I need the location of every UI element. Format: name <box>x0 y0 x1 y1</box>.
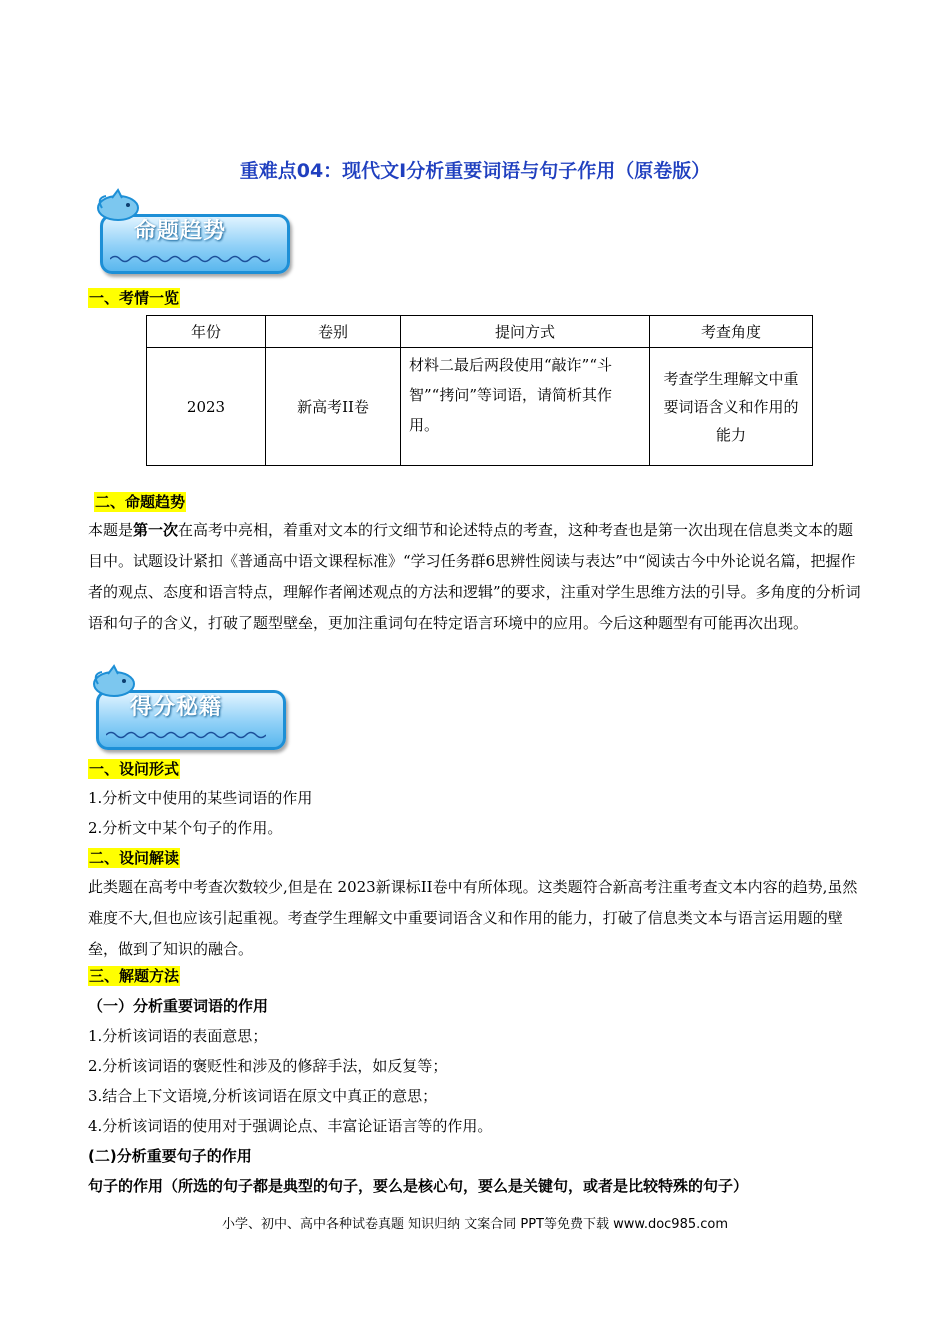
secret-banner-label: 得分秘籍 <box>130 695 223 720</box>
wave-decoration <box>106 730 266 740</box>
list-item: 1.分析该词语的表面意思； <box>88 1027 268 1045</box>
list-item: 1.分析文中使用的某些词语的作用 <box>88 789 313 807</box>
trend-text-bold: 第一次 <box>133 521 179 539</box>
list-item: 2.分析该词语的褒贬性和涉及的修辞手法，如反复等； <box>88 1057 448 1075</box>
page-footer: 小学、初中、高中各种试卷真题 知识归纳 文案合同 PPT等免费下载 www.doc985.com <box>221 1217 729 1232</box>
table-header: 考查角度 <box>650 316 813 348</box>
page-title: 重难点04：现代文I分析重要词语与句子作用（原卷版） <box>239 160 711 182</box>
trend-banner <box>94 200 294 270</box>
section-heading-overview: 一、考情一览 <box>89 289 180 307</box>
secret-banner <box>90 676 290 746</box>
method-subheading: (二)分析重要句子的作用 <box>88 1147 252 1165</box>
table-header: 年份 <box>147 316 266 348</box>
table-cell: 2023 <box>147 348 266 466</box>
section-heading-interp: 二、设问解读 <box>89 849 180 867</box>
table-header: 卷别 <box>266 316 401 348</box>
table-cell: 考查学生理解文中重要词语含义和作用的能力 <box>650 348 813 466</box>
wave-decoration <box>110 254 270 264</box>
section-heading-form: 一、设问形式 <box>89 760 180 778</box>
section-heading-trend: 二、命题趋势 <box>95 493 186 511</box>
section-heading-method: 三、解题方法 <box>89 967 180 985</box>
table-header: 提问方式 <box>401 316 650 348</box>
table-header-row <box>147 316 813 348</box>
method-subheading: （一）分析重要词语的作用 <box>88 997 269 1015</box>
method-subheading: 句子的作用（所选的句子都是典型的句子，要么是核心句，要么是关键句，或者是比较特殊的句子） <box>88 1177 749 1195</box>
list-item: 2.分析文中某个句子的作用。 <box>88 819 283 837</box>
list-item: 3.结合上下文语境,分析该词语在原文中真正的意思； <box>88 1087 438 1105</box>
list-item: 4.分析该词语的使用对于强调论点、丰富论证语言等的作用。 <box>88 1117 493 1135</box>
interp-paragraph: 此类题在高考中考查次数较少,但是在 2023新课标II卷中有所体现。这类题符合新高考注重考查文本内容的趋势,虽然难度不大,但也应该引起重视。考查学生理解文中重要词语含义和作用的能力，打破了信息类文本与语言运用题的壁垒，做到了知识的融合。 <box>88 878 858 958</box>
trend-text-post: 在高考中亮相，着重对文本的行文细节和论述特点的考查，这种考查也是第一次出现在信息类文本的题目中。试题设计紧扣《普通高中语文课程标准》“学习任务群6思辨性阅读与表达”中“阅读古今中外论说名篇，把握作者的观点、态度和语言特点，理解作者阐述观点的方法和逻辑”的要求，注重对学生思维方法的引导。多角度的分析词语和句子的含义，打破了题型壁垒，更加注重词句在特定语言环境中的应用。今后这种题型有可能再次出现。 <box>88 521 861 632</box>
table-cell: 新高考II卷 <box>266 348 401 466</box>
trend-paragraph <box>88 515 864 639</box>
trend-banner-label: 命题趋势 <box>134 219 227 244</box>
table-row <box>147 348 813 466</box>
trend-text-pre: 本题是 <box>88 521 134 539</box>
table-cell: 材料二最后两段使用“敲诈”“斗智”“拷问”等词语，请简析其作用。 <box>401 348 650 466</box>
exam-info-table <box>146 315 813 466</box>
